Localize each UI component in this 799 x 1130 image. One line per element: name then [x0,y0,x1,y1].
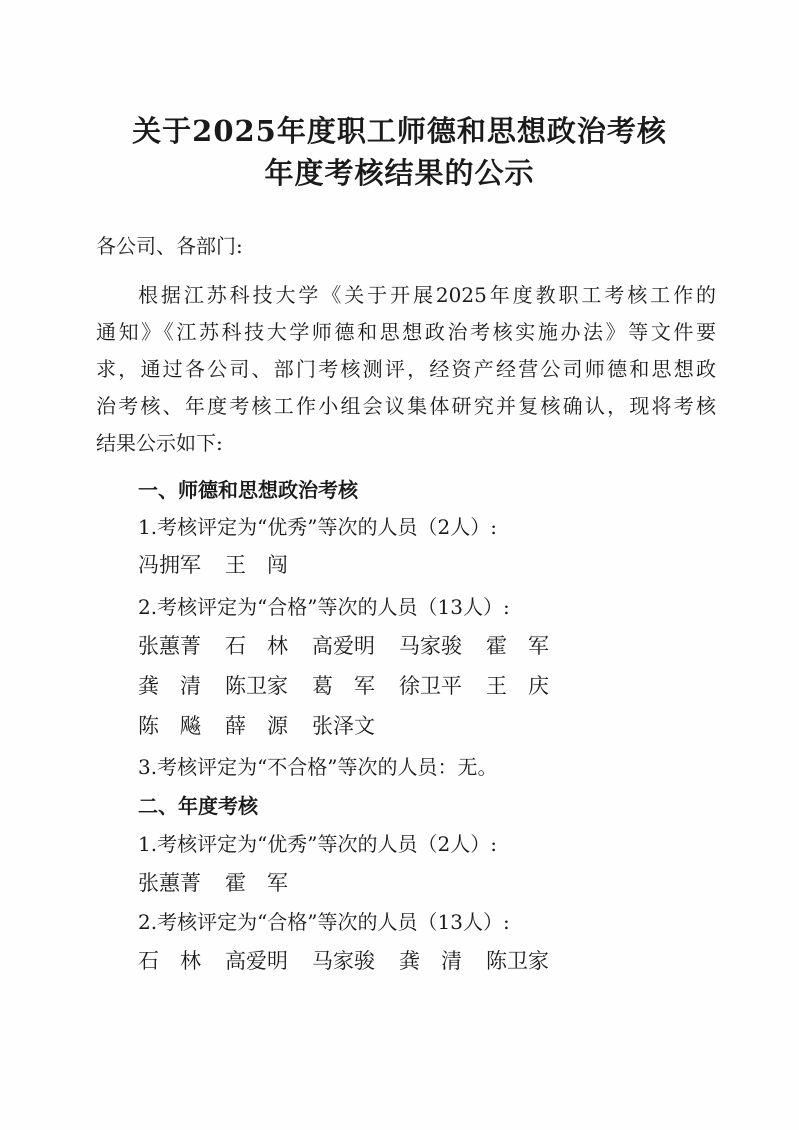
section1-item2-names-row2 [138,672,549,700]
person-name: 高爱明 [312,634,375,658]
person-name: 王 闯 [225,553,288,577]
section2-heading: 二、年度考核 [138,794,258,818]
section1-item1-names [138,551,288,579]
intro-line-4: 治考核、年度考核工作小组会议集体研究并复核确认，现将考核 [96,394,716,418]
intro-line-1: 根据江苏科技大学《关于开展2025年度教职工考核工作的 [138,283,716,307]
section2-item2-names-row1 [138,947,549,975]
section1-item1: 1.考核评定为“优秀”等次的人员（2人）: [138,515,497,539]
person-name: 龚 清 [138,674,201,698]
person-name: 龚 清 [399,949,462,973]
section2-item1: 1.考核评定为“优秀”等次的人员（2人）: [138,832,497,856]
person-name: 葛 军 [312,674,375,698]
intro-line-5: 结果公示如下: [96,431,223,455]
person-name: 高爱明 [225,949,288,973]
person-name: 陈卫家 [225,674,288,698]
person-name: 张蕙菁 [138,634,201,658]
person-name: 石 林 [225,634,288,658]
section1-item2-names-row1 [138,632,549,660]
person-name: 徐卫平 [399,674,462,698]
intro-line-3: 求，通过各公司、部门考核测评，经资产经营公司师德和思想政 [96,357,716,381]
intro-line-2: 通知》《江苏科技大学师德和思想政治考核实施办法》等文件要 [96,320,716,344]
person-name: 陈卫家 [486,949,549,973]
salutation: 各公司、各部门: [96,234,243,258]
person-name: 薛 源 [225,714,288,738]
section1-heading: 一、师德和思想政治考核 [138,478,358,502]
person-name: 霍 军 [486,634,549,658]
person-name: 王 庆 [486,674,549,698]
document-title-line1: 关于2025年度职工师德和思想政治考核 [132,114,667,148]
person-name: 陈 飚 [138,714,201,738]
section1-item2-names-row3 [138,712,375,740]
section1-item2: 2.考核评定为“合格”等次的人员（13人）: [138,595,510,619]
person-name: 冯拥军 [138,553,201,577]
section2-item2: 2.考核评定为“合格”等次的人员（13人）: [138,910,510,934]
person-name: 霍 军 [225,871,288,895]
person-name: 张蕙菁 [138,871,201,895]
person-name: 石 林 [138,949,201,973]
person-name: 马家骏 [312,949,375,973]
person-name: 张泽文 [312,714,375,738]
document-title-line2: 年度考核结果的公示 [264,156,535,190]
section1-item3: 3.考核评定为“不合格”等次的人员：无。 [138,755,498,779]
person-name: 马家骏 [399,634,462,658]
section2-item1-names [138,869,288,897]
